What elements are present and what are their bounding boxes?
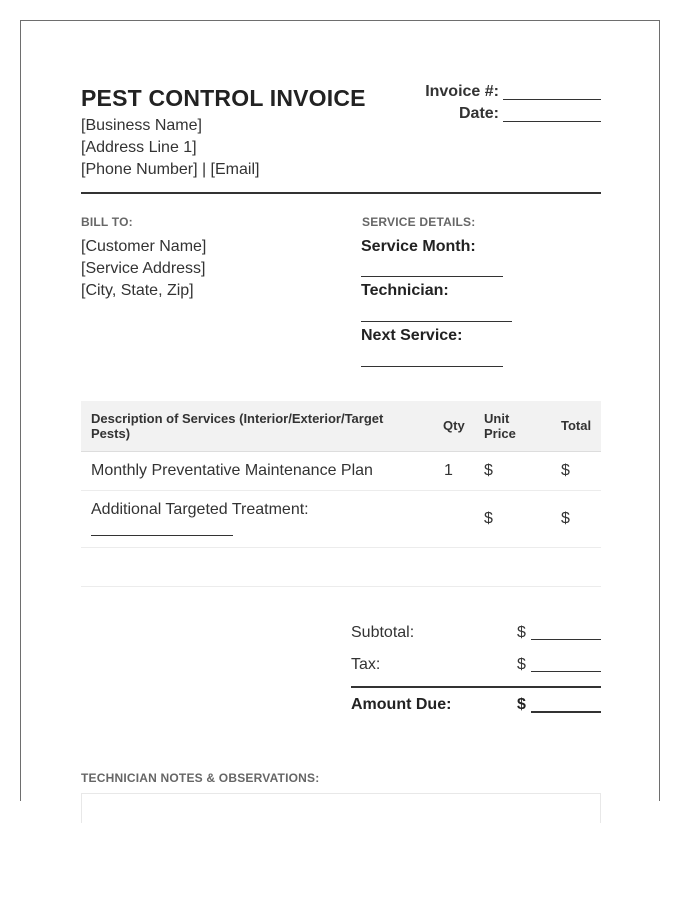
treatment-field[interactable] [91,535,233,536]
business-contact: [Phone Number] | [Email] [81,161,260,178]
totals-divider [351,686,601,688]
invoice-document [20,20,660,801]
service-month-label: Service Month: [361,238,476,255]
column-qty: Qty [443,418,465,433]
invoice-title: PEST CONTROL INVOICE [81,85,366,111]
amount-due-field[interactable] [531,711,601,713]
column-total: Total [561,418,592,433]
row-description: Additional Targeted Treatment: [91,501,309,518]
next-service-label: Next Service: [361,327,463,344]
row-divider [81,490,601,491]
bill-to-heading: BILL TO: [81,215,133,229]
invoice-number-label: Invoice #: [425,83,499,100]
technician-notes-box[interactable] [81,793,601,823]
amount-due-currency: $ [517,696,526,713]
amount-due-label: Amount Due: [351,696,452,713]
technician-label: Technician: [361,282,449,299]
column-unit-price: Unit Price [484,411,516,441]
row-unit-price: $ [484,462,493,479]
service-address: [Service Address] [81,260,206,277]
invoice-number-field[interactable] [503,99,601,100]
row-unit-price: $ [484,510,493,527]
subtotal-label: Subtotal: [351,624,415,641]
column-description: Description of Services (Interior/Exterior/Target Pests) [91,411,384,441]
tax-label: Tax: [351,656,381,673]
header-divider [81,192,601,194]
technician-notes-heading: TECHNICIAN NOTES & OBSERVATIONS: [81,771,320,785]
table-bottom-divider [81,586,601,587]
service-details-heading: SERVICE DETAILS: [362,215,476,229]
tax-currency: $ [517,656,526,673]
business-address: [Address Line 1] [81,139,197,156]
business-name: [Business Name] [81,117,202,134]
tax-field[interactable] [531,671,601,672]
row-total: $ [561,510,570,527]
technician-field[interactable] [361,321,512,322]
service-month-field[interactable] [361,276,503,277]
date-label: Date: [458,105,499,122]
city-state-zip: [City, State, Zip] [81,282,194,299]
row-description: Monthly Preventative Maintenance Plan [91,462,373,479]
subtotal-currency: $ [517,624,526,641]
row-total: $ [561,462,570,479]
row-qty: 1 [444,462,453,479]
date-field[interactable] [503,121,601,122]
next-service-field[interactable] [361,366,503,367]
subtotal-field[interactable] [531,639,601,640]
customer-name: [Customer Name] [81,238,207,255]
row-divider [81,547,601,548]
